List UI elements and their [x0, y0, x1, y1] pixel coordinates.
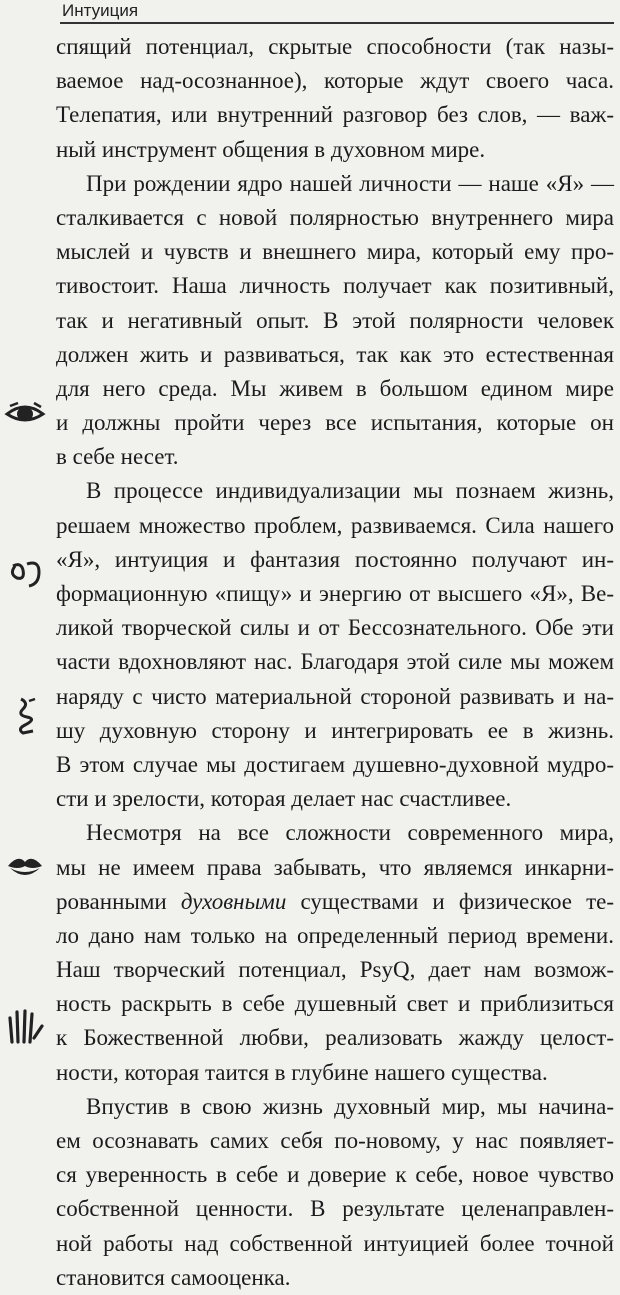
text-line: наряду с чисто материальной стороной развивать и на-: [56, 683, 614, 709]
text-line: сти и зрелости, которая делает нас счастливее.: [56, 786, 512, 812]
text-line: При рождении ядро нашей личности — наше «Я» —: [86, 170, 614, 196]
text-line: так и негативный опыт. В этой полярности человек: [56, 307, 614, 333]
lips-icon: [4, 850, 46, 888]
text-line: ем осознавать самих себя по-новому, у нас появляет-: [56, 1128, 614, 1153]
text-line: ности, которая таится в глубине нашего существа.: [56, 1059, 548, 1085]
text-line: мыслей и чувств и внешнего мира, который ему про-: [56, 239, 614, 265]
text-line: должен жить и развиваться, так как это естественная: [56, 341, 614, 367]
text-line: решаем множество проблем, развиваемся. Сила нашего: [56, 512, 614, 538]
text-line: Несмотря на все сложности современного мира,: [86, 820, 614, 846]
text-line: спящий потенциал, скрытые способности (так назы-: [56, 34, 614, 59]
text-line: формационную «пищу» и энергию от высшего «Я», Ве-: [56, 581, 614, 606]
text-line: для него среда. Мы живем в большом едином мире: [56, 375, 614, 401]
header-rule: [60, 22, 614, 24]
glyph-icon: [4, 695, 46, 741]
text-line: шу духовную сторону и интегрировать ее в жизнь.: [56, 717, 614, 743]
text-line: части вдохновляют нас. Благодаря этой силе мы можем: [56, 649, 614, 675]
text-line: В этом случае мы достигаем душевно-духовной мудро-: [56, 751, 614, 777]
text-line: рованными духовными существами и физическое те-: [56, 888, 615, 914]
text-line: ность раскрыть в себе душевный свет и приблизиться: [56, 991, 614, 1017]
spiral-icon: [4, 556, 46, 594]
text-line: В процессе индивидуализации мы познаем жизнь,: [86, 478, 614, 504]
text-line: ликой творческой силы и от Бессознательного. Обе эти: [56, 615, 614, 641]
text-line: Телепатия, или внутренний разговор без слов, — важ-: [56, 102, 614, 128]
text-line: «Я», интуиция и фантазия постоянно получают ин-: [56, 546, 614, 572]
eye-icon: [4, 398, 46, 432]
text-line: ной работы над собственной интуицией более точной: [56, 1230, 614, 1256]
text-line: ваемое над-осознанное), которые ждут своего часа.: [56, 68, 614, 94]
running-head: Интуиция: [62, 1, 139, 20]
text-line: ло дано нам только на определенный период времени.: [56, 922, 614, 948]
text-line: Впустив в свою жизнь духовный мир, мы начина-: [86, 1093, 614, 1119]
text-line: Наш творческий потенциал, PsyQ, дает нам возмож-: [56, 957, 614, 983]
text-line: в себе несет.: [56, 444, 179, 470]
text-line: ный инструмент общения в духовном мире.: [56, 136, 486, 162]
body-text: [56, 30, 614, 1295]
text-line: ся уверенность в себе и доверие к себе, новое чувство: [56, 1162, 614, 1188]
text-line: тивостоит. Наша личность получает как позитивный,: [56, 273, 614, 299]
text-line: и должны пройти через все испытания, которые он: [56, 410, 614, 436]
text-line: становится самооценка.: [56, 1264, 291, 1290]
text-line: мы не имеем права забывать, что являемся инкарни-: [56, 854, 614, 880]
text-line: к Божественной любви, реализовать жажду целост-: [56, 1025, 614, 1051]
text-line: сталкивается с новой полярностью внутреннего мира: [56, 204, 614, 230]
text-line: собственной ценности. В результате целенаправлен-: [56, 1196, 614, 1222]
hand-icon: [4, 1008, 46, 1050]
